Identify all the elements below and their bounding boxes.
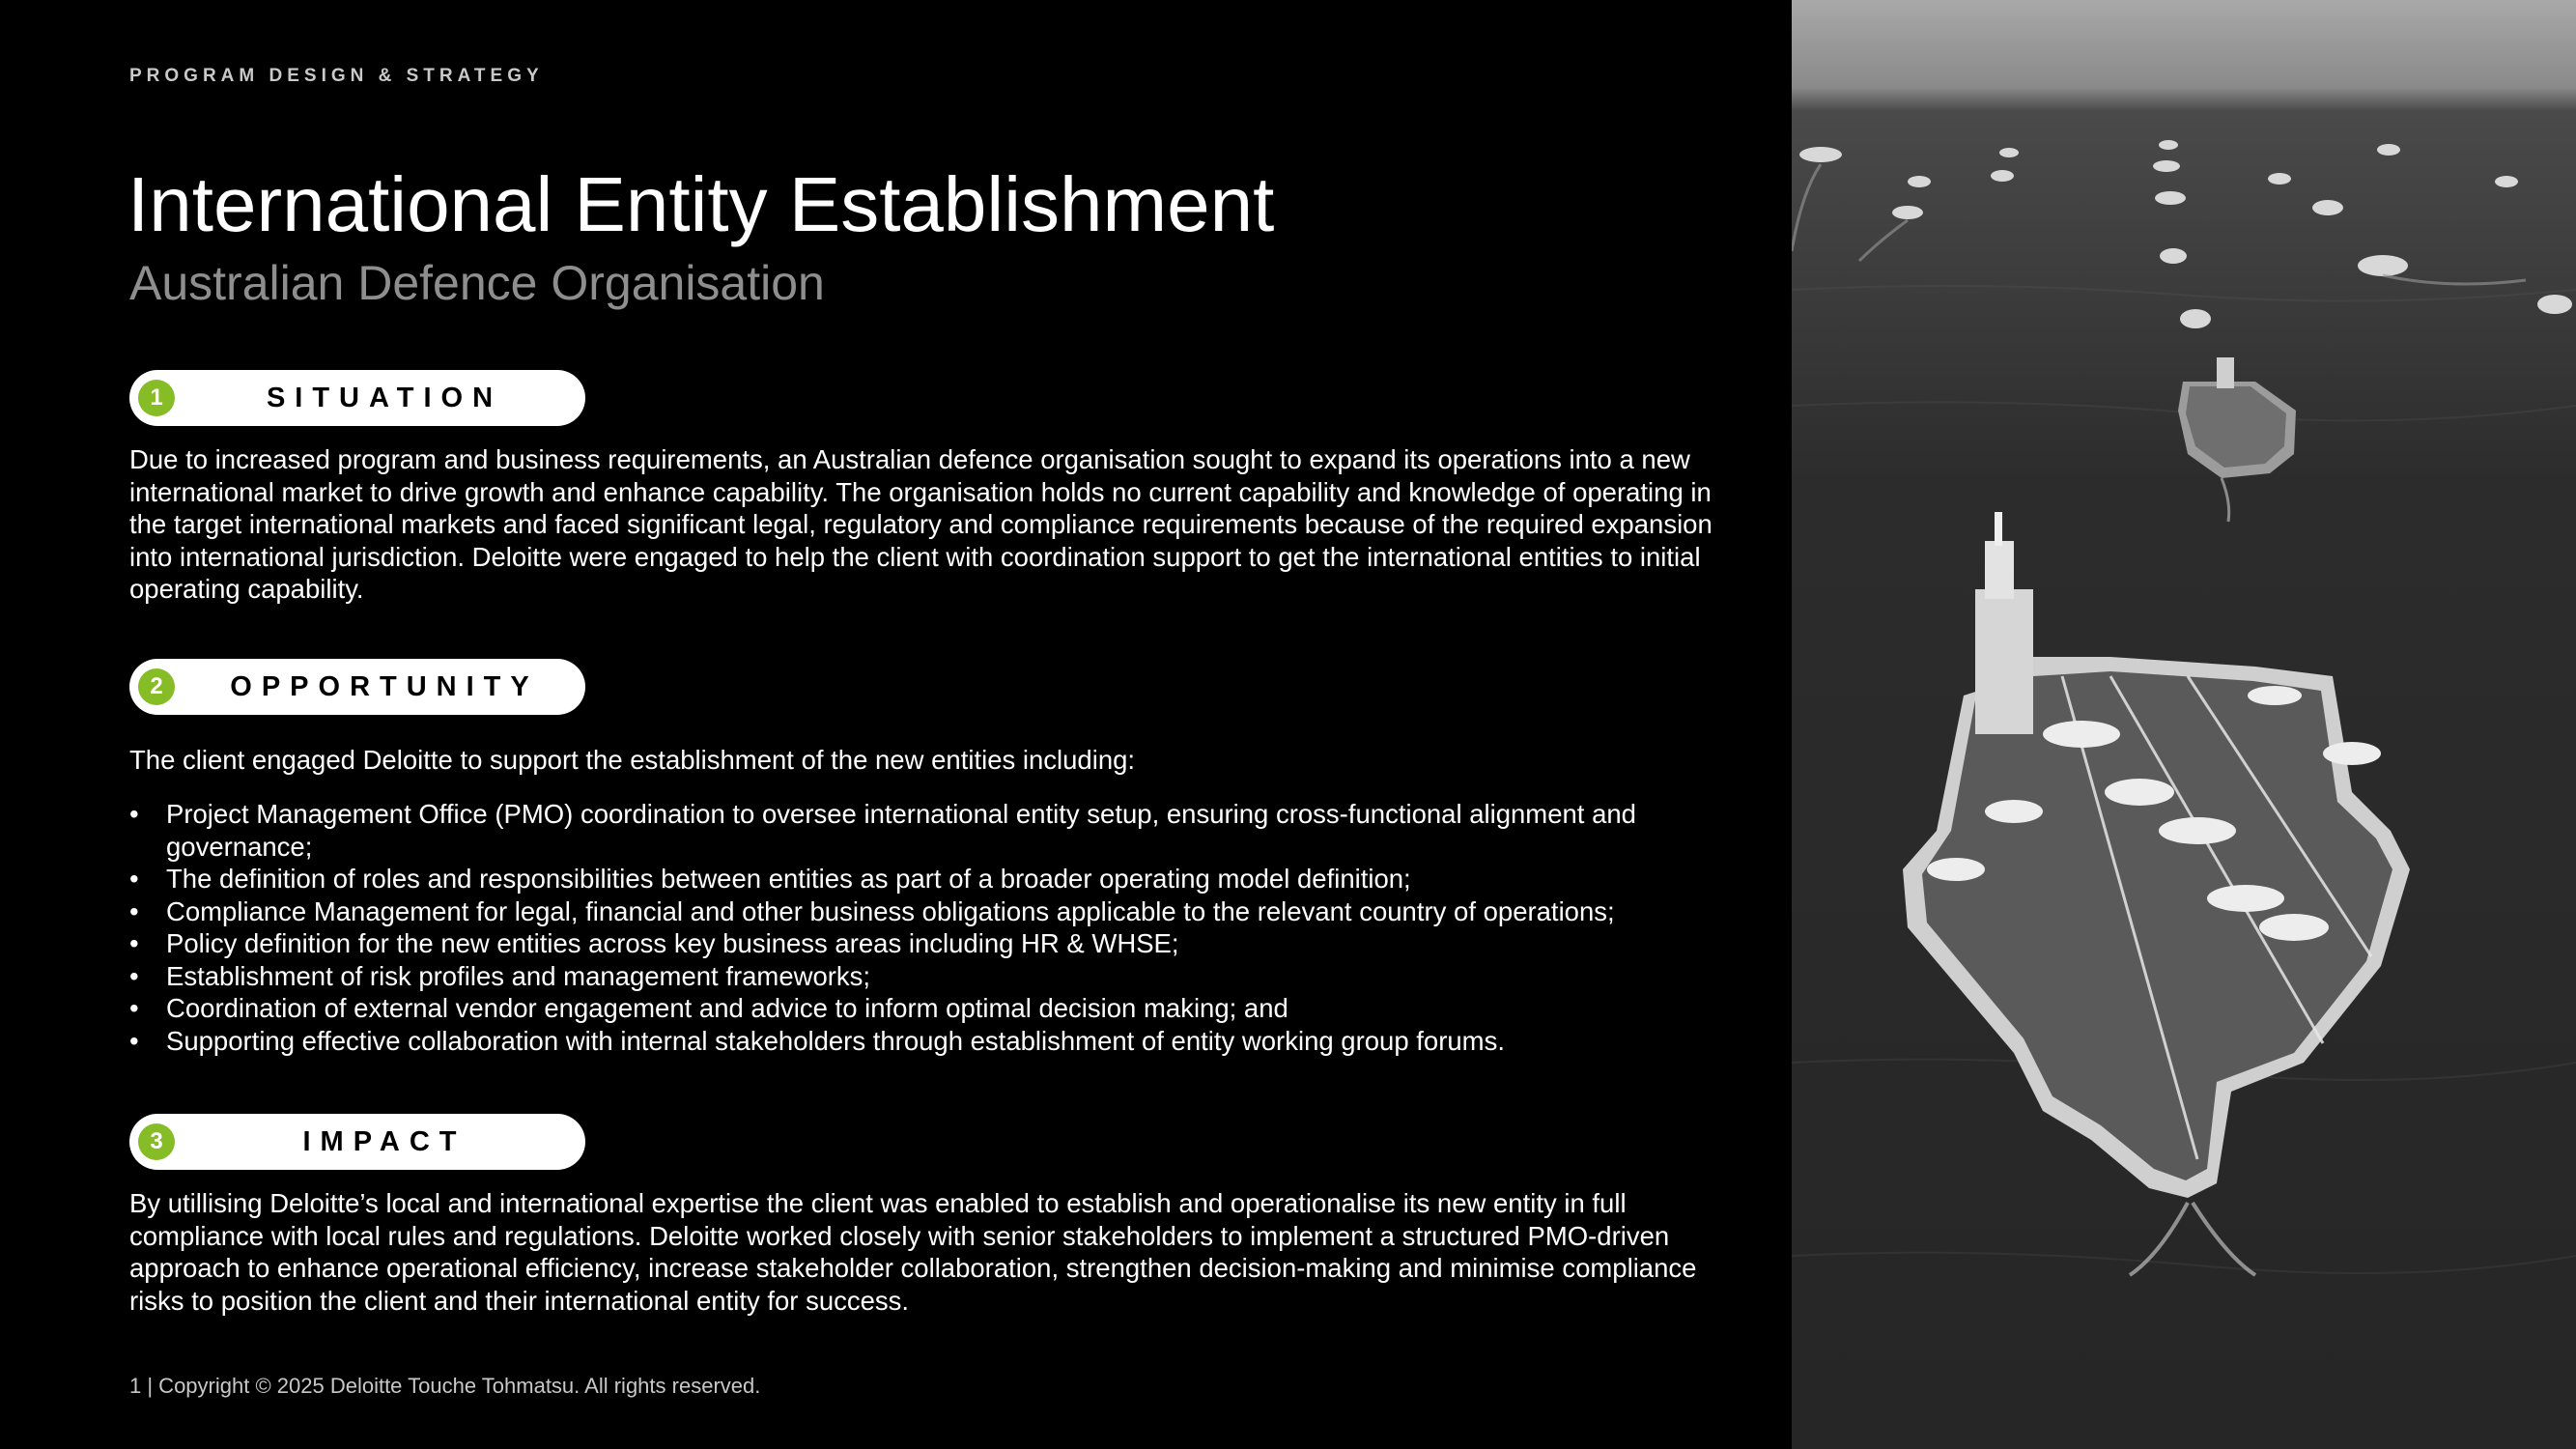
- page-subtitle: Australian Defence Organisation: [129, 256, 825, 310]
- section-heading-opportunity: [129, 659, 585, 715]
- list-item: • Policy definition for the new entities across key business areas including HR & WHSE;: [129, 927, 1771, 960]
- situation-text: Due to increased program and business requirements, an Australian defence organisation sought to expand its operations into a new international market to drive growth and enhance capability. The organisation holds no current capability and knowledge of operating in the target international markets and faced significant legal, regulatory and compliance requirements because of the required expansion into international jurisdiction. Deloitte were engaged to help the client with coordination support to get the international entities to initial operating capability.: [129, 444, 1713, 604]
- page-title: International Entity Establishment: [127, 161, 1275, 247]
- fleet-illustration: [1792, 0, 2576, 1449]
- section-number-badge: 1: [138, 380, 175, 416]
- opportunity-list: [129, 798, 1771, 1057]
- section-number-badge: 2: [138, 668, 175, 705]
- list-item: • Establishment of risk profiles and management frameworks;: [129, 960, 1771, 993]
- section-label: IMPACT: [302, 1126, 467, 1157]
- section-heading-situation: [129, 370, 585, 426]
- eyebrow-label: PROGRAM DESIGN & STRATEGY: [129, 66, 544, 86]
- copyright-footer: 1 | Copyright © 2025 Deloitte Touche Tohmatsu. All rights reserved.: [129, 1374, 761, 1398]
- hero-photo-aircraft-carrier-fleet: [1792, 0, 2576, 1449]
- list-item: • Supporting effective collaboration with internal stakeholders through establishment of entity working group forums.: [129, 1025, 1771, 1058]
- list-item: • Project Management Office (PMO) coordination to oversee international entity setup, ensuring cross-functional alignment and governance;: [129, 798, 1771, 863]
- impact-text: By utillising Deloitte’s local and international expertise the client was enabled to establish and operationalise its new entity in full compliance with local rules and regulations. Deloitte worked closely with senior stakeholders to implement a structured PMO-driven approach to enhance operational efficiency, increase stakeholder collaboration, strengthen decision-making and minimise compliance risks to position the client and their international entity for success.: [129, 1188, 1697, 1316]
- opportunity-intro: The client engaged Deloitte to support the establishment of the new entities including:: [129, 745, 1136, 775]
- list-item: • Coordination of external vendor engagement and advice to inform optimal decision making; and: [129, 992, 1771, 1025]
- section-label: OPPORTUNITY: [230, 671, 539, 702]
- section-label: SITUATION: [266, 383, 503, 413]
- section-number-badge: 3: [138, 1123, 175, 1160]
- section-heading-impact: [129, 1114, 585, 1170]
- list-item: • The definition of roles and responsibilities between entities as part of a broader operating model definition;: [129, 863, 1771, 895]
- list-item: • Compliance Management for legal, financial and other business obligations applicable to the relevant country of operations;: [129, 895, 1771, 928]
